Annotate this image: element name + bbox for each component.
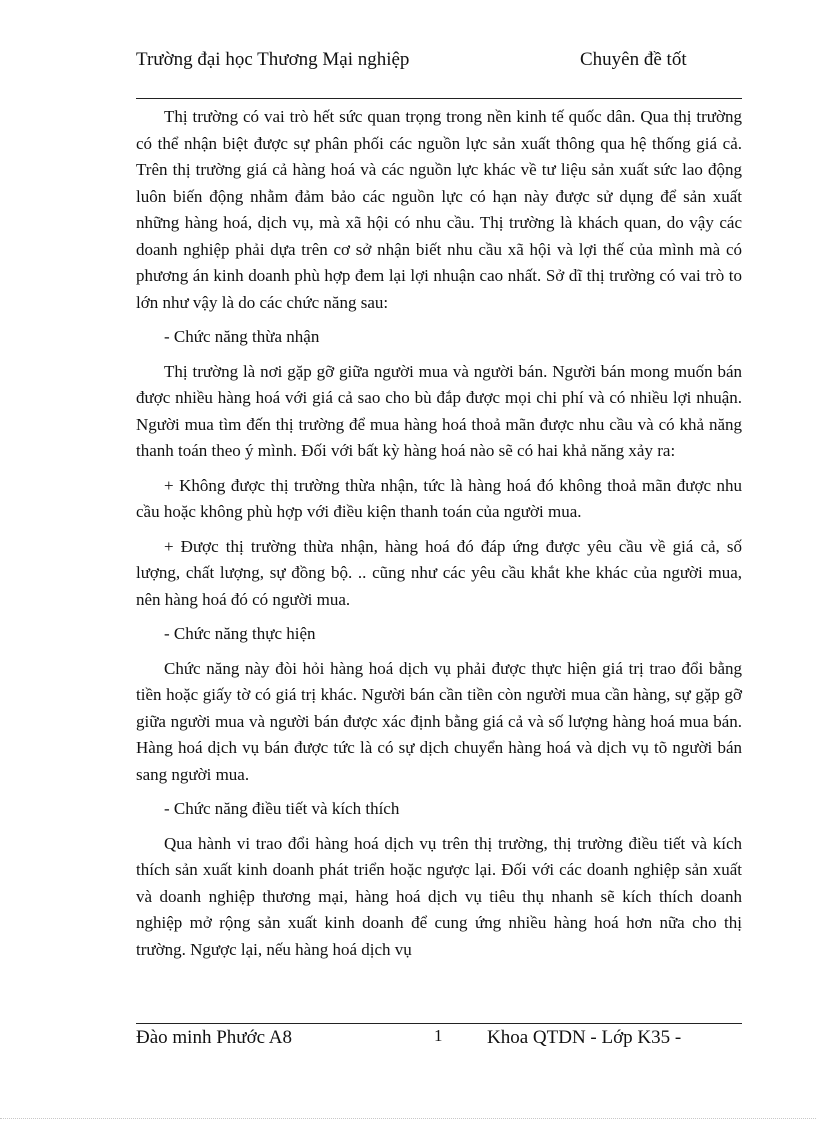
header-document-type: Chuyên đề tốt [580,49,687,70]
document-body [136,104,742,971]
page-number: 1 [434,1026,443,1045]
paragraph-regulation: Qua hành vi trao đổi hàng hoá dịch vụ trên thị trường, thị trường điều tiết và kích thích sản xuất kinh doanh phát triển hoặc ngược lại. Đối với các doanh nghiệp sản xuất và doanh nghiệp thương mại, hàng hoá dịch vụ tiêu thụ nhanh sẽ kích thích doanh nghiệp mở rộng sản xuất kinh doanh để cung ứng nhiều hàng hoá hơn nữa cho thị trường. Ngược lại, nếu hàng hoá dịch vụ [136,833,742,959]
header-divider [136,98,742,99]
paragraph-intro: Thị trường có vai trò hết sức quan trọng trong nền kinh tế quốc dân. Qua thị trường có thể nhận biệt được sự phân phối các nguồn lực sản xuất thông qua hệ thống giá cả. Trên thị trường giá cả hàng hoá và các nguồn lực khác về tư liệu sản xuất sức lao động luôn biến động nhằm đảm bảo các nguồn lực có hạn này được sử dụng để sản xuất những hàng hoá, dịch vụ, mà xã hội có nhu cầu. Thị trường là khách quan, do vậy các doanh nghiệp phải dựa trên cơ sở nhận biết nhu cầu xã hội và lợi thế của mình mà có phương án kinh doanh phù hợp đem lại lợi nhuận cao nhất. Sở dĩ thị trường có vai trò to lớn như vậy là do các chức năng sau: [136,107,742,312]
paragraph-recognized: + Được thị trường thừa nhận, hàng hoá đó đáp ứng được yêu cầu về giá cả, số lượng, chất lượng, sự đồng bộ. .. cũng như các yêu cầu khắt khe khác của người mua, nên hàng hoá đó có người mua. [136,536,742,609]
section-heading-regulation: - Chức năng điều tiết và kích thích [164,799,400,818]
header-school-name: Trường đại học Thương Mại nghiệp [136,49,410,70]
section-heading-realization: - Chức năng thực hiện [164,624,316,643]
footer-class: Khoa QTDN - Lớp K35 - [487,1027,682,1048]
footer-author: Đào minh Phước A8 [136,1027,292,1048]
paragraph-recognition: Thị trường là nơi gặp gỡ giữa người mua và người bán. Người bán mong muốn bán được nhiều hàng hoá với giá cả sao cho bù đắp được mọi chi phí và có nhiều lợi nhuận. Người mua tìm đến thị trường để mua hàng hoá thoả mãn được nhu cầu và có khả năng thanh toán theo ý mình. Đối với bất kỳ hàng hoá nào sẽ có hai khả năng xảy ra: [136,361,742,460]
section-heading-recognition: - Chức năng thừa nhận [164,327,320,346]
page-bottom-edge [0,1118,816,1119]
paragraph-realization: Chức năng này đòi hỏi hàng hoá dịch vụ phải được thực hiện giá trị trao đổi bằng tiền hoặc giấy tờ có giá trị khác. Người bán cần tiền còn người mua cần hàng, sự gặp gỡ giữa người mua và người bán được xác định bằng giá cả và số lượng hàng hoá mua bán. Hàng hoá dịch vụ bán được tức là có sự dịch chuyển hàng hoá và dịch vụ tõ người bán sang người mua. [136,658,742,784]
paragraph-not-recognized: + Không được thị trường thừa nhận, tức là hàng hoá đó không thoả mãn được nhu cầu hoặc không phù hợp với điều kiện thanh toán của người mua. [136,475,742,521]
